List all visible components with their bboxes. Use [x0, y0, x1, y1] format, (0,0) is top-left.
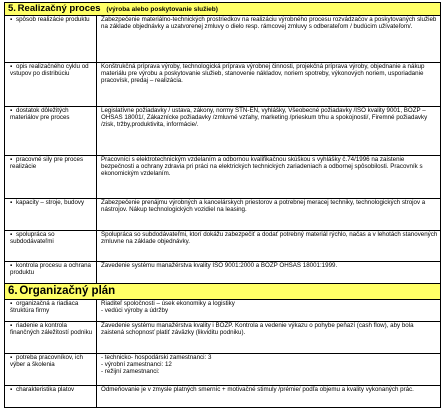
row-label-cell — [5, 63, 97, 107]
row-label-cell — [5, 262, 97, 284]
row-label-cell — [5, 300, 97, 322]
table-row — [5, 354, 441, 386]
row-text: Spolupráca so subdodávateľmi, ktorí dokážu zabezpečiť a dodať potrebný materiál rýchlo, načas a v lehotách stanovených zmluvne na základe objednávky. — [97, 231, 441, 262]
row-label: organizačná a riadiaca štruktúra firmy — [10, 300, 79, 315]
bullet-icon: ▪ — [10, 354, 13, 361]
bullet-icon: ▪ — [10, 300, 13, 307]
section6-title: Organizačný plán — [19, 285, 116, 297]
section5-heading — [5, 3, 441, 16]
bullet-icon: ▪ — [10, 262, 13, 269]
row-text: - technicko- hospodárski zamestnanci: 3 - výrobní zamestnanci: 12 - režijní zamestnanci: — [97, 354, 441, 386]
row-label-cell — [5, 386, 97, 408]
row-text: Zabezpečenie materiálno-technických prostriedkov na realizáciu výrobného procesu rozvádzačov a poskytovaných služieb na základe objednávky a uzatvorenej zmluvy o dielo resp. rámcovej zmluvy s odberateľom / budúcim užívateľom/. — [97, 16, 441, 63]
table-row — [5, 63, 441, 107]
bullet-icon: ▪ — [10, 156, 13, 163]
row-label: spolupráca so subdodávateľmi — [10, 231, 55, 246]
row-label: charakteristika platov — [16, 386, 75, 393]
section5-heading-cell — [5, 3, 441, 16]
row-label-cell — [5, 107, 97, 156]
row-label: spôsob realizácie produktu — [16, 16, 90, 23]
table-row — [5, 300, 441, 322]
table-row — [5, 156, 441, 199]
table-row — [5, 16, 441, 63]
table-row — [5, 199, 441, 231]
row-label: opis realizačného cyklu od vstupov po distribúciu — [10, 63, 89, 78]
row-label-cell — [5, 156, 97, 199]
bullet-icon: ▪ — [10, 107, 13, 114]
section5-subtitle: (výroba alebo poskytovanie služieb) — [106, 6, 218, 13]
row-text: Zavedenie systému manažérstva kvality ISO 9001:2000 a BOZP OHSAS 18001:1999. — [97, 262, 441, 284]
table-row — [5, 322, 441, 354]
row-label-cell — [5, 322, 97, 354]
row-label: pracovné sily pre proces realizácie — [10, 156, 84, 171]
row-label: kapacity – stroje, budovy — [16, 199, 85, 206]
row-label-cell — [5, 199, 97, 231]
row-label-cell — [5, 16, 97, 63]
row-label: kontrola procesu a ochrana produktu — [10, 262, 91, 277]
section6-heading-cell — [5, 284, 441, 300]
row-text: Zabezpečenie prenájmu výrobných a kancelárskych priestorov a potrebnej meracej techniky, technologických strojov a nástrojov. Nákup technologických vozidiel na leasing. — [97, 199, 441, 231]
business-plan-table — [4, 2, 440, 408]
section5-number: 5. — [8, 3, 16, 14]
table-row — [5, 231, 441, 262]
row-label-cell — [5, 231, 97, 262]
table-row — [5, 262, 441, 284]
bullet-icon: ▪ — [10, 199, 13, 206]
bullet-icon: ▪ — [10, 386, 13, 393]
section6-heading — [5, 284, 441, 300]
row-text: Konštrukčná príprava výroby, technologická príprava výrobnej činnosti, projekčná príprava výroby, objednanie a nákup materiálu pre výrobu a poskytovanie služieb, stanovenie nákladov, noriem spotreby, výkonových noriem, usporiadanie pracovísk, predaj – realizácia. — [97, 63, 441, 107]
row-text: Legislatívne požiadavky / ustava, zákony, normy STN-EN, vyhlášky, Všeobecné požiadavky /ISO kvality 9001, BOZP – OHSAS 18001/, Zákaznícke požiadavky /zmluvné vzťahy, marketing /prieskum trhu a spokojnosti/, Firemné požiadavky /zisk, tržby,produktivita, informácie/. — [97, 107, 441, 156]
row-label: potreba pracovníkov, ich výber a školenia — [10, 354, 83, 369]
bullet-icon: ▪ — [10, 231, 13, 238]
row-text: Zavedenie systému manažérstva kvality i BOZP. Kontrola a vedenie výkazu o pohybe peňazí (cash flow), aby bola zaistená schopnosť platiť záväzky (likviditu podniku). — [97, 322, 441, 354]
bullet-icon: ▪ — [10, 322, 13, 329]
bullet-icon: ▪ — [10, 16, 13, 23]
row-text: Pracovníci s elektrotechnickým vzdelaním a odbornou kvalifikačnou skúškou s vyhlášky č.74/1996 na zaistenie bezpečnosti a ochrany zdravia pri práci na elektrických technických zariadeniach a odbornej spôsobilosti. Pracovník s ekonomickým vzdelaním. — [97, 156, 441, 199]
bullet-icon: ▪ — [10, 63, 13, 70]
section5-title: Realizačný proces — [17, 3, 101, 14]
table-row — [5, 107, 441, 156]
row-label-cell — [5, 354, 97, 386]
row-label: dostatok dôležitých materiálov pre proces — [10, 107, 70, 122]
row-text: Riaditeľ spoločnosti – úsek ekonomiky a logistiky - vedúci výroby a údržby — [97, 300, 441, 322]
row-label: riadenie a kontrola finančných záležitostí podniku — [10, 322, 93, 337]
section6-number: 6. — [8, 285, 18, 297]
table-row — [5, 386, 441, 408]
row-text: Odmeňovanie je v zmysle platných smerníc + motivačné stimuly /prémie/ podľa objemu a kvality vykonaných prác. — [97, 386, 441, 408]
